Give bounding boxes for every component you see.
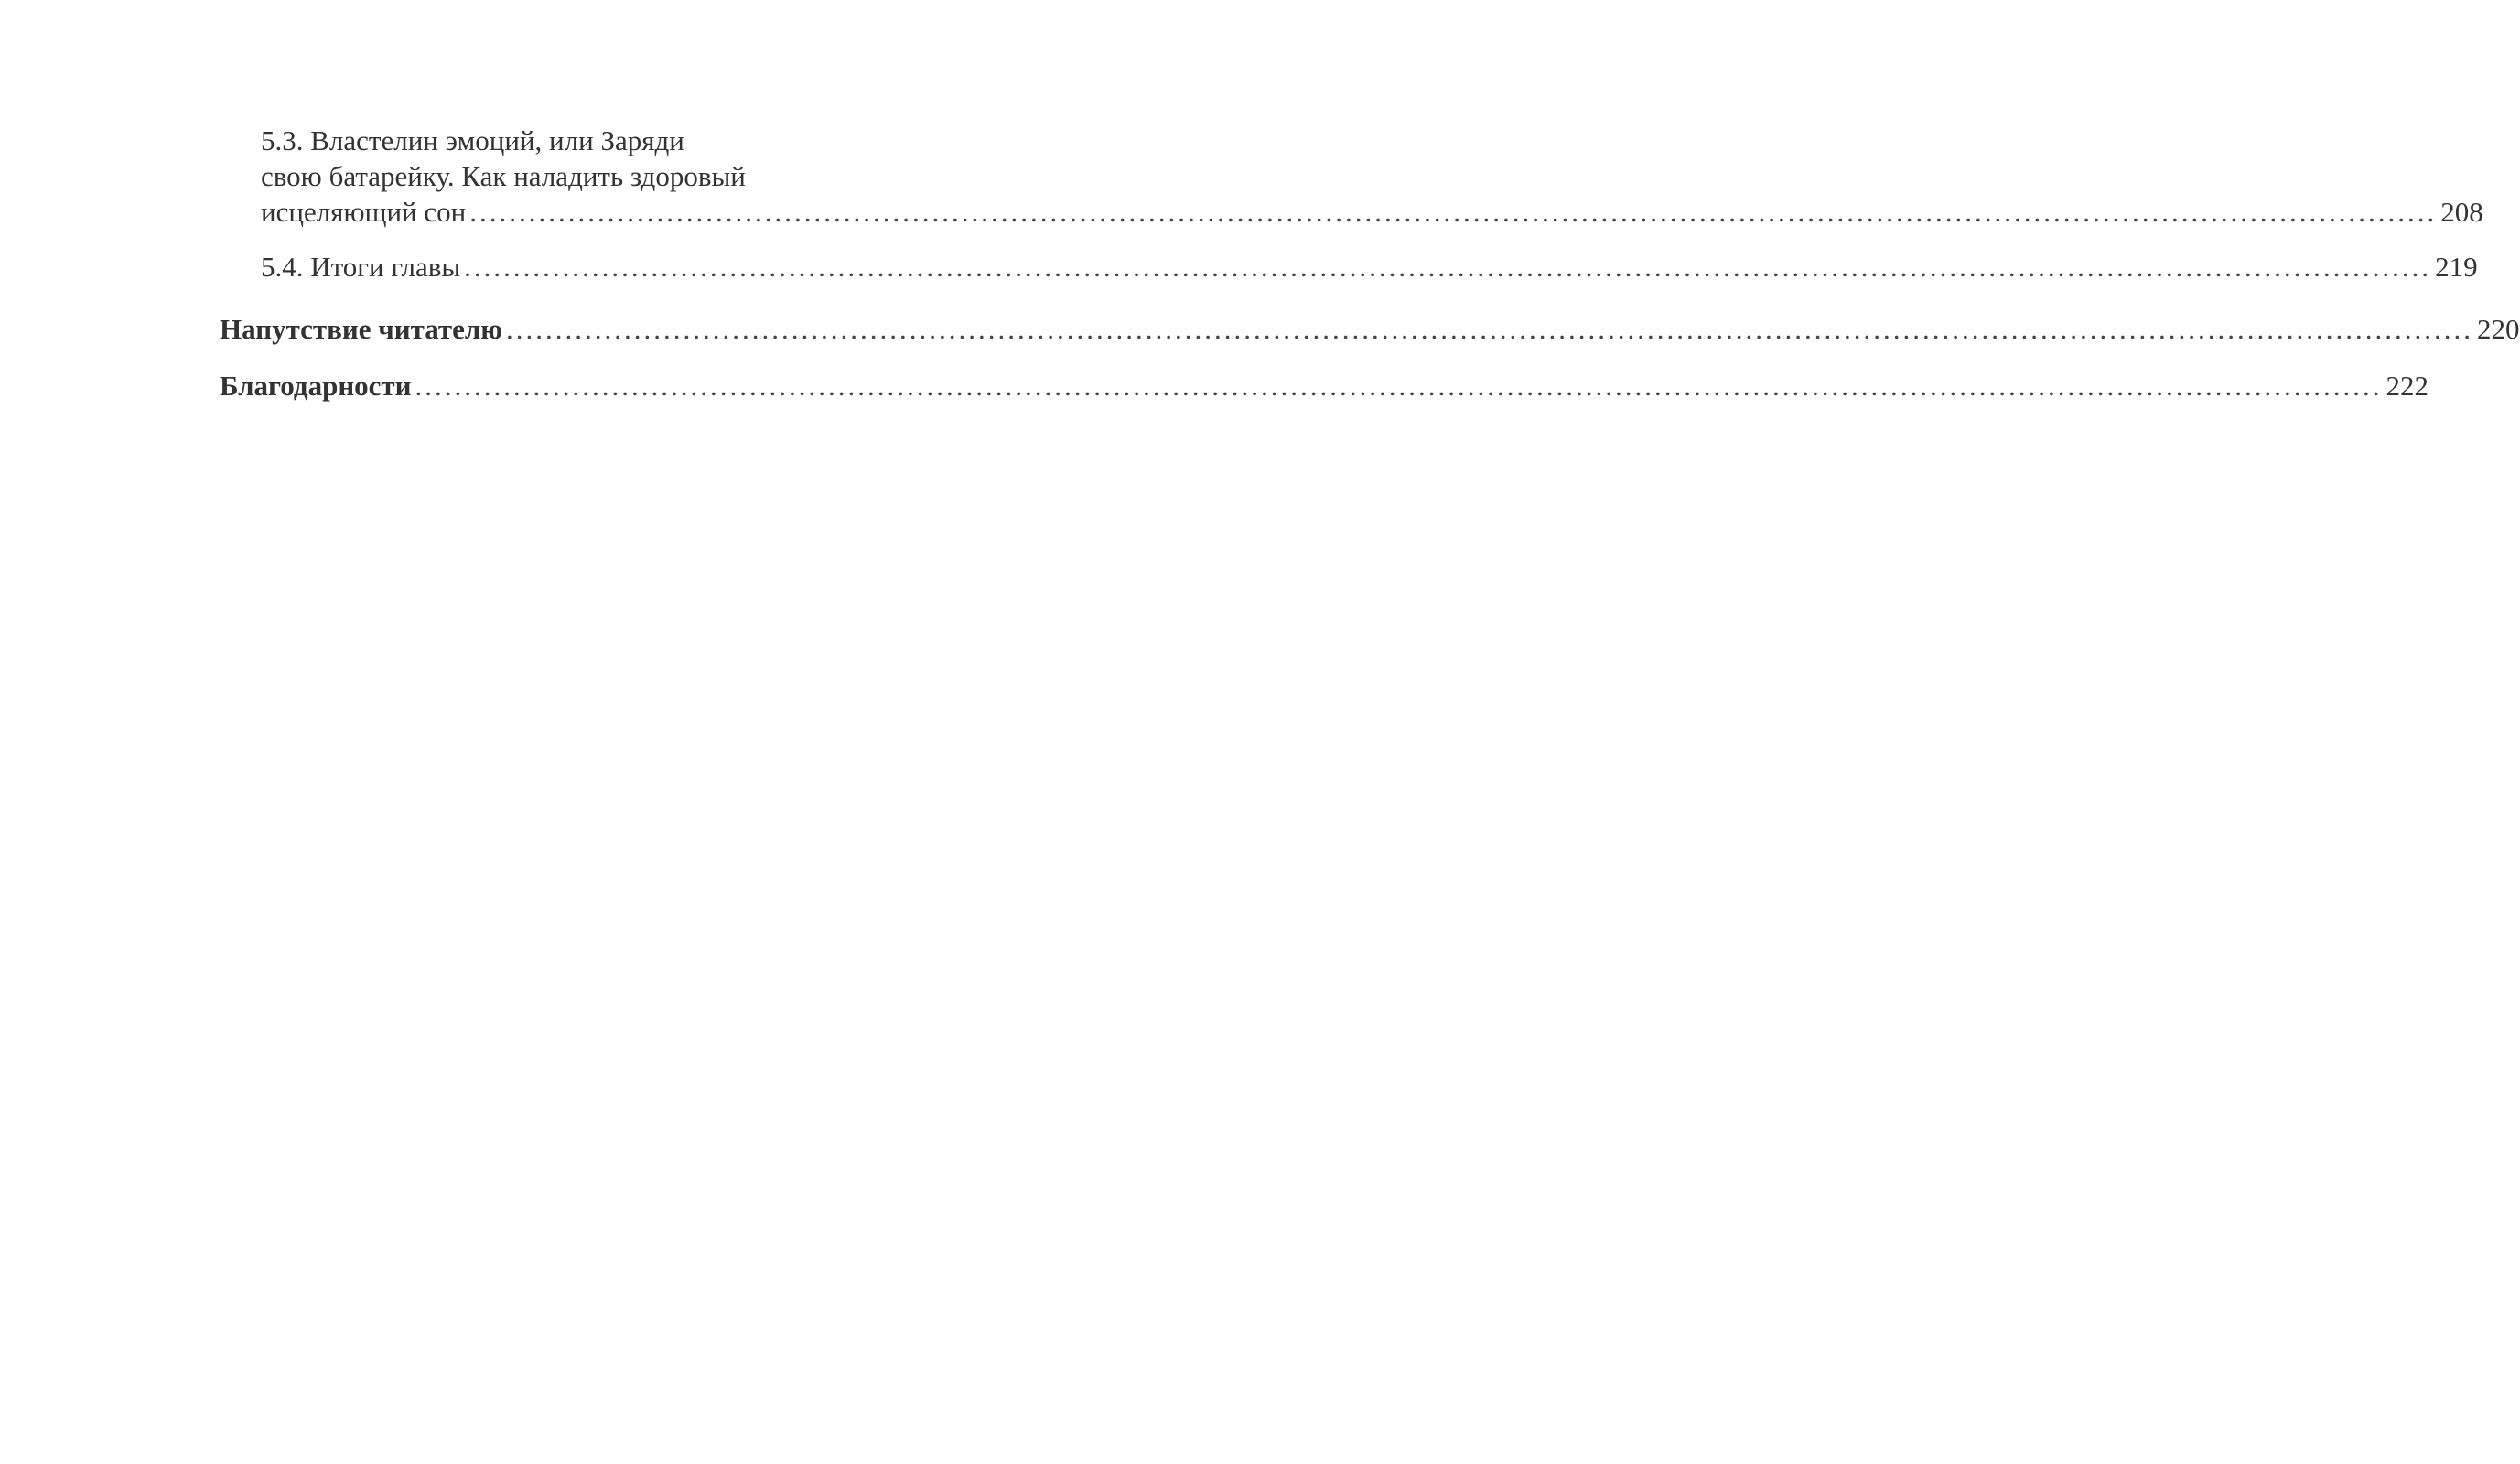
toc-page-number: 219 <box>2435 251 2478 283</box>
toc-entry-title-line: исцеляющий сон <box>261 196 467 228</box>
toc-entry-title: Благодарности <box>220 370 412 402</box>
toc-entry-title: Напутствие читателю <box>220 313 502 345</box>
dot-leader: ........................................................................................................................................................................................................ <box>469 196 2438 228</box>
dot-leader: ........................................................................................................................................................................................................ <box>415 370 2383 402</box>
toc-entry-5-3[interactable] <box>220 123 2483 230</box>
toc-leader-line <box>261 249 2478 285</box>
toc-entry-acknowledgements[interactable] <box>220 368 2429 404</box>
toc-entry-title-line: 5.3. Властелин эмоций, или Заряди <box>261 124 684 156</box>
toc-page-number: 208 <box>2440 196 2483 228</box>
toc-entry-afterword[interactable] <box>220 311 2520 347</box>
toc-page-number: 220 <box>2477 313 2520 345</box>
dot-leader: ........................................................................................................................................................................................................ <box>506 313 2473 345</box>
toc-leader-line <box>220 368 2429 404</box>
dot-leader: ........................................................................................................................................................................................................ <box>464 251 2432 283</box>
table-of-contents <box>220 123 2520 404</box>
toc-entry-title-line: свою батарейку. Как наладить здоровый <box>261 160 746 192</box>
toc-leader-line <box>220 311 2520 347</box>
toc-leader-line <box>261 194 2483 230</box>
toc-entry-5-4[interactable] <box>220 249 2478 285</box>
toc-page-number: 222 <box>2385 370 2429 402</box>
toc-entry-title: 5.4. Итоги главы <box>261 251 461 283</box>
